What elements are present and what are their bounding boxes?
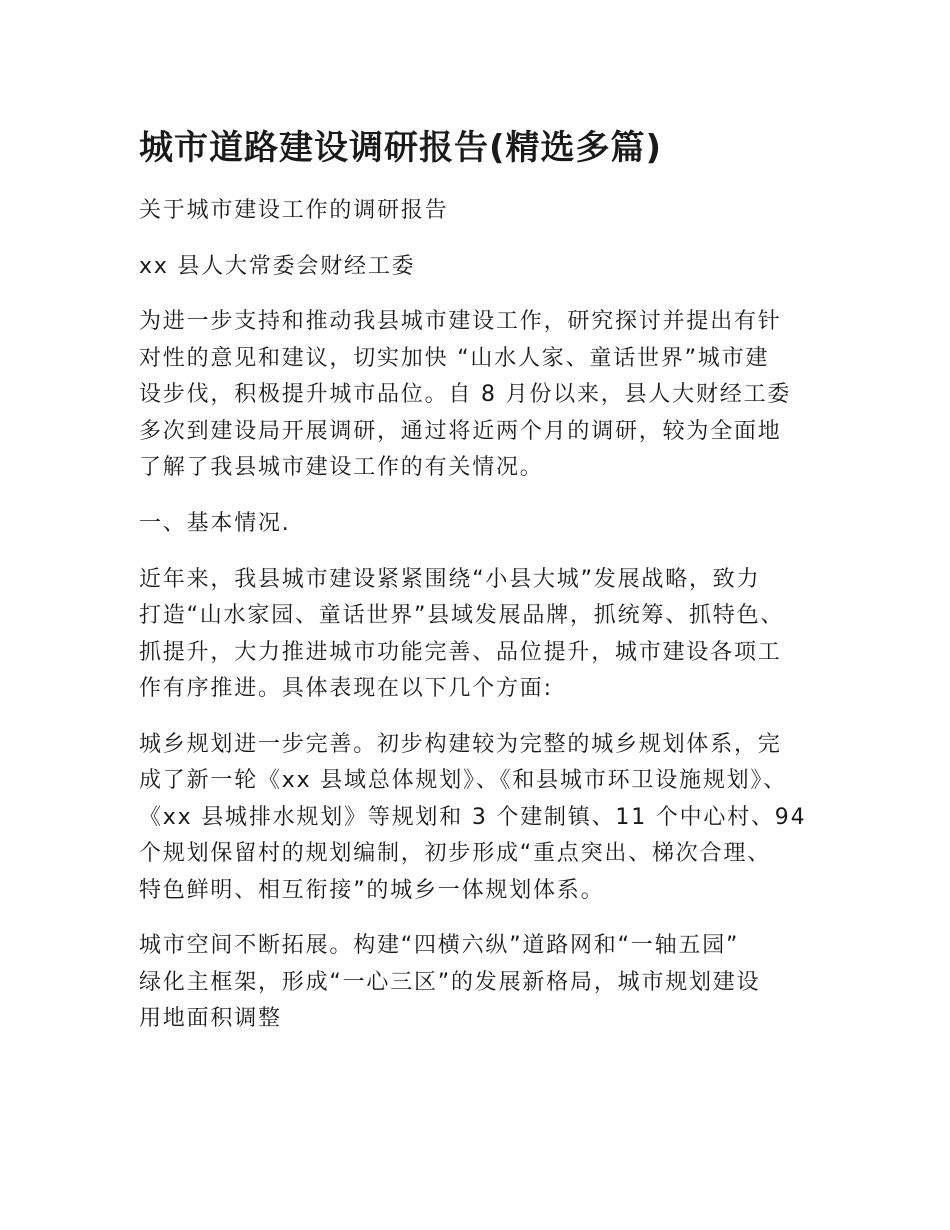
paragraph-line: 设步伐，积极提升城市品位。自 8 月份以来，县人大财经工委 bbox=[139, 382, 792, 407]
paragraph-line: 近年来，我县城市建设紧紧围绕“小县大城”发展战略，致力 bbox=[139, 567, 761, 592]
paragraph-line: 多次到建设局开展调研，通过将近两个月的调研，较为全面地 bbox=[139, 419, 782, 444]
paragraph-line: 对性的意见和建议，切实加快 “山水人家、童话世界”城市建 bbox=[139, 346, 770, 371]
paragraph-line: 为进一步支持和推动我县城市建设工作，研究探讨并提出有针 bbox=[139, 309, 782, 334]
paragraph-line: 打造“山水家园、童话世界”县域发展品牌，抓统筹、抓特色、 bbox=[139, 603, 785, 628]
paragraph-line: 了解了我县城市建设工作的有关情况。 bbox=[139, 455, 544, 480]
document-author: xx 县人大常委会财经工委 bbox=[139, 254, 416, 279]
paragraph-line: 个规划保留村的规划编制，初步形成“重点突出、梯次合理、 bbox=[139, 841, 771, 866]
document-subtitle: 关于城市建设工作的调研报告 bbox=[139, 198, 449, 223]
paragraph-line: 绿化主框架，形成“一心三区”的发展新格局，城市规划建设 bbox=[139, 970, 761, 995]
document-title: 城市道路建设调研报告(精选多篇) bbox=[139, 128, 663, 168]
section-heading: 一、基本情况. bbox=[139, 511, 291, 536]
paragraph-line: 抓提升，大力推进城市功能完善、品位提升，城市建设各项工 bbox=[139, 640, 782, 665]
paragraph-line: 城市空间不断拓展。构建“四横六纵”道路网和“一轴五园” bbox=[139, 933, 740, 958]
paragraph-line: 《xx 县城排水规划》等规划和 3 个建制镇、11 个中心村、94 bbox=[139, 805, 807, 830]
paragraph-line: 作有序推进。具体表现在以下几个方面: bbox=[139, 676, 553, 701]
paragraph-line: 用地面积调整 bbox=[139, 1006, 282, 1031]
paragraph-line: 特色鲜明、相互衔接”的城乡一体规划体系。 bbox=[139, 878, 605, 903]
paragraph-line: 城乡规划进一步完善。初步构建较为完整的城乡规划体系，完 bbox=[139, 732, 782, 757]
paragraph-line: 成了新一轮《xx 县域总体规划》、《和县城市环卫设施规划》、 bbox=[139, 768, 788, 793]
